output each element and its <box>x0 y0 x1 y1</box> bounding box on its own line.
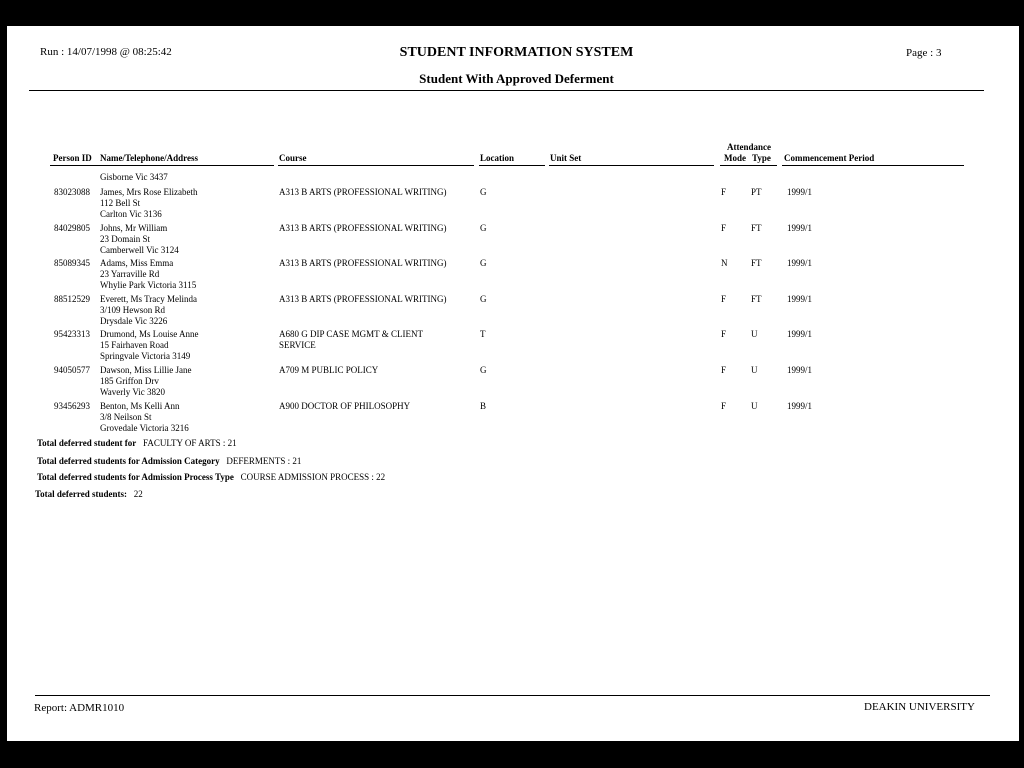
course: A709 M PUBLIC POLICY <box>279 365 379 375</box>
col-underline <box>720 165 777 166</box>
person-id: 95423313 <box>54 329 90 340</box>
commencement-period: 1999/1 <box>787 365 813 375</box>
col-underline <box>549 165 714 166</box>
attendance-type: U <box>751 329 758 340</box>
report-subtitle: Student With Approved Deferment <box>419 71 614 86</box>
student-address-line1: 23 Yarraville Rd <box>100 269 160 280</box>
col-underline <box>479 165 545 166</box>
run-timestamp: Run : 14/07/1998 @ 08:25:42 <box>40 46 172 58</box>
student-address-line2: Springvale Victoria 3149 <box>100 351 191 362</box>
col-attendance: Attendance <box>727 142 771 152</box>
student-address-line2: Grovedale Victoria 3216 <box>100 422 189 433</box>
course-continued: SERVICE <box>279 340 316 351</box>
course: A313 B ARTS (PROFESSIONAL WRITING) <box>279 187 447 197</box>
col-person-id: Person ID <box>53 153 92 163</box>
student-name: James, Mrs Rose Elizabeth <box>100 187 198 197</box>
attendance-mode: F <box>721 222 727 233</box>
page-number: Page : 3 <box>906 47 942 59</box>
col-commencement: Commencement Period <box>784 153 875 163</box>
col-underline <box>50 165 274 166</box>
student-address-line2: Camberwell Vic 3124 <box>100 244 179 255</box>
commencement-period: 1999/1 <box>787 187 813 197</box>
attendance-type: FT <box>751 222 762 233</box>
attendance-mode: F <box>721 329 727 340</box>
attendance-type: U <box>751 400 758 411</box>
organization: DEAKIN UNIVERSITY <box>864 701 975 713</box>
attendance-mode: F <box>721 365 727 375</box>
col-unit-set: Unit Set <box>550 153 582 163</box>
commencement-period: 1999/1 <box>787 329 813 340</box>
total-admission-process: Total deferred students for Admission Process Type COURSE ADMISSION PROCESS : 22 <box>37 472 386 482</box>
commencement-period: 1999/1 <box>787 293 813 304</box>
commencement-period: 1999/1 <box>787 258 813 269</box>
header-divider <box>29 90 984 91</box>
person-id: 93456293 <box>54 400 90 411</box>
attendance-mode: F <box>721 293 727 304</box>
col-type: Type <box>752 153 771 163</box>
location: G <box>480 365 487 375</box>
person-id: 84029805 <box>54 222 90 233</box>
report-page <box>7 26 1019 741</box>
person-id: 83023088 <box>54 187 90 197</box>
col-location: Location <box>480 153 515 163</box>
location: G <box>480 293 487 304</box>
report-id: Report: ADMR1010 <box>34 702 125 714</box>
attendance-mode: F <box>721 187 727 197</box>
student-name: Drumond, Ms Louise Anne <box>100 329 199 340</box>
col-mode: Mode <box>724 153 746 163</box>
student-address-line2: Carlton Vic 3136 <box>100 209 162 219</box>
student-address-line2: Drysdale Vic 3226 <box>100 315 168 326</box>
location: B <box>480 400 487 411</box>
student-address-line1: 185 Griffon Drv <box>100 376 159 386</box>
course: A900 DOCTOR OF PHILOSOPHY <box>279 400 411 411</box>
student-name: Johns, Mr William <box>100 222 168 233</box>
student-name: Adams, Miss Emma <box>100 258 174 269</box>
student-address-line1: 3/109 Hewson Rd <box>100 304 165 315</box>
student-address-line1: 23 Domain St <box>100 233 151 244</box>
student-address-line2: Whylie Park Victoria 3115 <box>100 280 197 291</box>
course: A313 B ARTS (PROFESSIONAL WRITING) <box>279 222 447 233</box>
student-address-line2: Waverly Vic 3820 <box>100 387 166 397</box>
col-name: Name/Telephone/Address <box>100 153 199 163</box>
total-deferred: Total deferred students: 22 <box>35 489 143 499</box>
student-name: Dawson, Miss Lillie Jane <box>100 365 192 375</box>
attendance-mode: F <box>721 400 727 411</box>
student-address-line1: 3/8 Neilson St <box>100 411 152 422</box>
location: T <box>480 329 486 340</box>
col-underline <box>782 165 964 166</box>
report-title: STUDENT INFORMATION SYSTEM <box>399 45 634 60</box>
attendance-type: U <box>751 365 758 375</box>
commencement-period: 1999/1 <box>787 400 813 411</box>
total-admission-category: Total deferred students for Admission Category DEFERMENTS : 21 <box>37 456 302 466</box>
student-address-line1: 15 Fairhaven Road <box>100 340 169 351</box>
student-address-line1: 112 Bell St <box>100 198 141 208</box>
location: G <box>480 222 487 233</box>
attendance-type: FT <box>751 258 762 269</box>
course: A313 B ARTS (PROFESSIONAL WRITING) <box>279 293 447 304</box>
student-name: Everett, Ms Tracy Melinda <box>100 293 197 304</box>
person-id: 85089345 <box>54 258 90 269</box>
attendance-mode: N <box>721 258 728 269</box>
student-name: Benton, Ms Kelli Ann <box>100 400 180 411</box>
total-faculty: Total deferred student for FACULTY OF ARTS : 21 <box>37 438 237 448</box>
person-id: 94050577 <box>54 365 90 375</box>
course: A680 G DIP CASE MGMT & CLIENT <box>279 329 424 340</box>
location: G <box>480 187 487 197</box>
location: G <box>480 258 487 269</box>
course: A313 B ARTS (PROFESSIONAL WRITING) <box>279 258 447 269</box>
person-id: 88512529 <box>54 293 90 304</box>
attendance-type: PT <box>751 187 762 197</box>
commencement-period: 1999/1 <box>787 222 813 233</box>
footer-divider <box>35 695 990 696</box>
col-course: Course <box>279 153 307 163</box>
col-underline <box>278 165 474 166</box>
carry-over-address: Gisborne Vic 3437 <box>100 172 168 182</box>
attendance-type: FT <box>751 293 762 304</box>
